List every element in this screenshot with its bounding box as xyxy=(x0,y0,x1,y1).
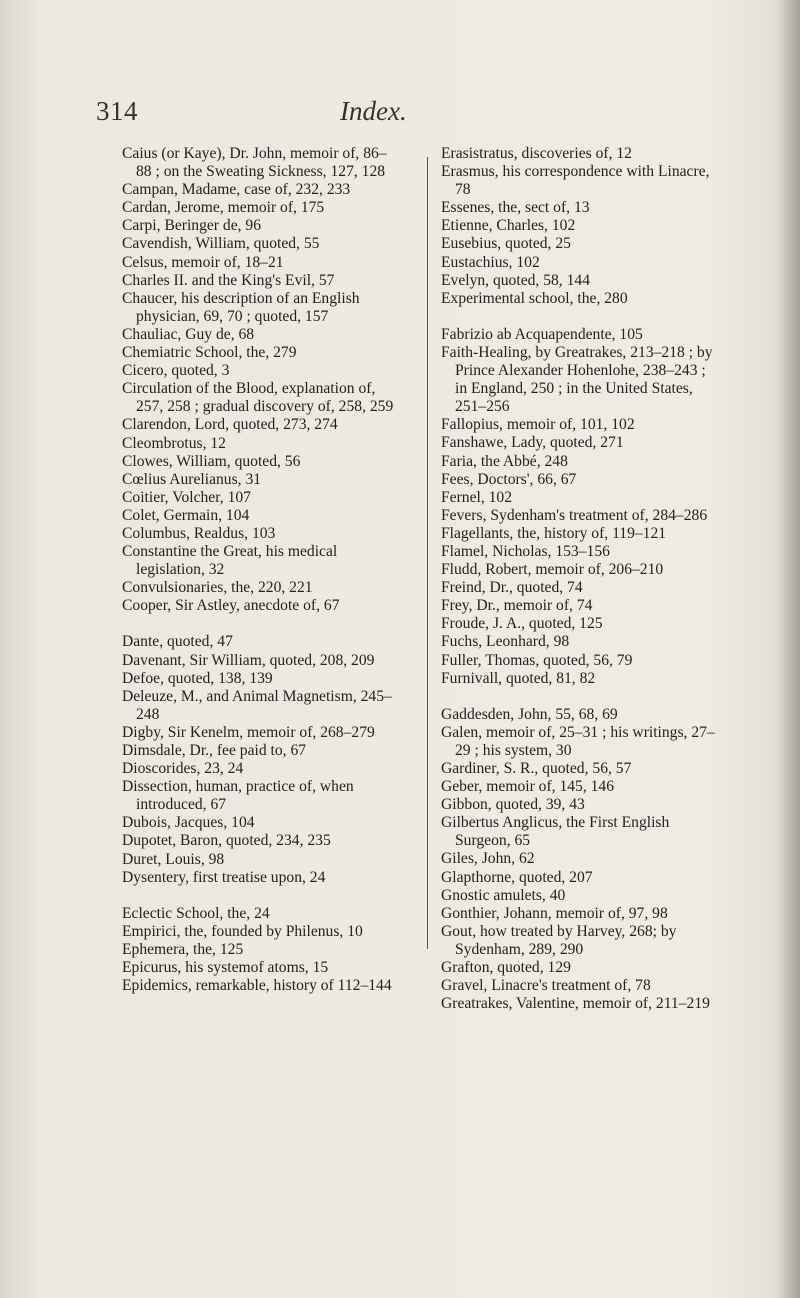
index-entry: Giles, John, 62 xyxy=(441,850,535,868)
index-entry: Coitier, Volcher, 107 xyxy=(122,488,251,506)
index-entry: Flagellants, the, history of, 119–121 xyxy=(441,524,667,542)
index-entry: Fernel, 102 xyxy=(441,488,513,506)
index-entry: Cooper, Sir Astley, anecdote of, 67 xyxy=(122,597,340,615)
index-entry: Dante, quoted, 47 xyxy=(122,633,233,651)
index-letter-group xyxy=(441,706,719,1014)
index-entry: Davenant, Sir William, quoted, 208, 209 xyxy=(122,651,375,669)
index-entry: Deleuze, M., and Animal Magnetism, 245–248 xyxy=(122,687,392,723)
index-entry: Cleombrotus, 12 xyxy=(122,434,226,452)
index-entry: Gnostic amulets, 40 xyxy=(441,886,566,904)
index-entry: Dubois, Jacques, 104 xyxy=(122,814,255,832)
index-entry: Gaddesden, John, 55, 68, 69 xyxy=(441,705,618,723)
index-entry: Defoe, quoted, 138, 139 xyxy=(122,669,273,687)
index-letter-group xyxy=(122,633,394,886)
index-entry: Fuller, Thomas, quoted, 56, 79 xyxy=(441,651,633,669)
index-entry: Fevers, Sydenham's treatment of, 284–286 xyxy=(441,506,708,524)
index-entry: Fabrizio ab Acquapendente, 105 xyxy=(441,325,643,343)
index-entry: Etienne, Charles, 102 xyxy=(441,217,576,235)
index-entry: Caius (or Kaye), Dr. John, memoir of, 86–88 ; on the Sweating Sickness, 127, 128 xyxy=(122,145,387,181)
running-title: Index. xyxy=(340,96,407,126)
index-entry: Grafton, quoted, 129 xyxy=(441,959,571,977)
index-entry: Greatrakes, Valentine, memoir of, 211–219 xyxy=(441,995,710,1013)
index-entry: Chaucer, his description of an English physician, 69, 70 ; quoted, 157 xyxy=(122,289,360,325)
index-entry: Columbus, Realdus, 103 xyxy=(122,524,276,542)
page-edge-shadow xyxy=(778,0,800,1298)
index-entry: Freind, Dr., quoted, 74 xyxy=(441,579,583,597)
index-entry: Erasistratus, discoveries of, 12 xyxy=(441,145,632,162)
index-entry: Celsus, memoir of, 18–21 xyxy=(122,253,284,271)
index-entry: Furnivall, quoted, 81, 82 xyxy=(441,669,596,687)
index-entry: Cœlius Aurelianus, 31 xyxy=(122,470,262,488)
index-entry: Galen, memoir of, 25–31 ; his writings, 27–29 ; his system, 30 xyxy=(441,723,715,759)
index-entry: Frey, Dr., memoir of, 74 xyxy=(441,597,593,615)
index-entry: Eusebius, quoted, 25 xyxy=(441,235,571,253)
index-entry: Eustachius, 102 xyxy=(441,253,540,271)
index-entry: Gardiner, S. R., quoted, 56, 57 xyxy=(441,760,632,777)
index-entry: Digby, Sir Kenelm, memoir of, 268–279 xyxy=(122,723,375,741)
column-divider xyxy=(427,157,428,949)
index-entry: Ephemera, the, 125 xyxy=(122,940,244,958)
index-entry: Gibbon, quoted, 39, 43 xyxy=(441,796,585,814)
index-entry: Circulation of the Blood, explanation of, 257, 258 ; gradual discovery of, 258, 259 xyxy=(122,380,394,416)
index-entry: Epicurus, his systemof atoms, 15 xyxy=(122,959,329,977)
index-entry: Fees, Doctors', 66, 67 xyxy=(441,470,577,488)
index-entry: Dysentery, first treatise upon, 24 xyxy=(122,868,326,886)
index-entry: Constantine the Great, his medical legislation, 32 xyxy=(122,543,338,579)
index-entry: Carpi, Beringer de, 96 xyxy=(122,217,262,235)
index-entry: Fanshawe, Lady, quoted, 271 xyxy=(441,434,624,452)
index-entry: Cicero, quoted, 3 xyxy=(122,362,230,380)
index-entry: Empirici, the, founded by Philenus, 10 xyxy=(122,922,363,940)
index-entry: Erasmus, his correspondence with Linacre, 78 xyxy=(441,163,710,199)
index-entry: Faith-Healing, by Greatrakes, 213–218 ; by Prince Alexander Hohenlohe, 238–243 ; in England, 250 ; in the United States, 251–256 xyxy=(441,343,713,416)
index-entry: Essenes, the, sect of, 13 xyxy=(441,199,590,217)
index-entry: Dupotet, Baron, quoted, 234, 235 xyxy=(122,832,331,850)
index-entry: Cavendish, William, quoted, 55 xyxy=(122,235,320,253)
index-entry: Gonthier, Johann, memoir of, 97, 98 xyxy=(441,904,668,922)
index-entry: Geber, memoir of, 145, 146 xyxy=(441,778,615,796)
index-entry: Charles II. and the King's Evil, 57 xyxy=(122,271,335,289)
index-entry: Campan, Madame, case of, 232, 233 xyxy=(122,181,351,199)
index-entry: Faria, the Abbé, 248 xyxy=(441,452,568,470)
index-entry: Evelyn, quoted, 58, 144 xyxy=(441,271,590,289)
index-entry: Glapthorne, quoted, 207 xyxy=(441,868,593,886)
index-entry: Chauliac, Guy de, 68 xyxy=(122,325,255,343)
index-letter-group xyxy=(441,145,719,308)
index-letter-group xyxy=(122,145,394,615)
index-entry: Epidemics, remarkable, history of 112–144 xyxy=(122,977,392,995)
index-entry: Flamel, Nicholas, 153–156 xyxy=(441,542,610,560)
index-entry: Dimsdale, Dr., fee paid to, 67 xyxy=(122,742,307,759)
index-entry: Eclectic School, the, 24 xyxy=(122,904,270,922)
index-entry: Experimental school, the, 280 xyxy=(441,289,628,307)
index-entry: Dissection, human, practice of, when introduced, 67 xyxy=(122,778,354,814)
index-entry: Fallopius, memoir of, 101, 102 xyxy=(441,416,635,434)
index-entry: Chemiatric School, the, 279 xyxy=(122,344,297,362)
index-entry: Colet, Germain, 104 xyxy=(122,506,250,524)
index-entry: Convulsionaries, the, 220, 221 xyxy=(122,579,313,597)
index-entry: Froude, J. A., quoted, 125 xyxy=(441,615,603,633)
index-entry: Duret, Louis, 98 xyxy=(122,850,225,868)
index-entry: Gilbertus Anglicus, the First English Surgeon, 65 xyxy=(441,814,670,850)
index-letter-group xyxy=(122,905,394,995)
index-entry: Clarendon, Lord, quoted, 273, 274 xyxy=(122,416,338,434)
index-entry: Gout, how treated by Harvey, 268; by Sydenham, 289, 290 xyxy=(441,922,677,958)
index-entry: Cardan, Jerome, memoir of, 175 xyxy=(122,199,325,217)
index-entry: Fuchs, Leonhard, 98 xyxy=(441,633,570,651)
index-entry: Dioscorides, 23, 24 xyxy=(122,760,244,778)
page-header xyxy=(0,96,800,136)
index-entry: Fludd, Robert, memoir of, 206–210 xyxy=(441,561,664,579)
index-entry: Clowes, William, quoted, 56 xyxy=(122,452,301,470)
index-entry: Gravel, Linacre's treatment of, 78 xyxy=(441,977,651,995)
index-column-right xyxy=(441,145,719,1031)
page-number: 314 xyxy=(96,96,138,126)
index-column-left xyxy=(122,145,394,1013)
index-letter-group xyxy=(441,326,719,688)
